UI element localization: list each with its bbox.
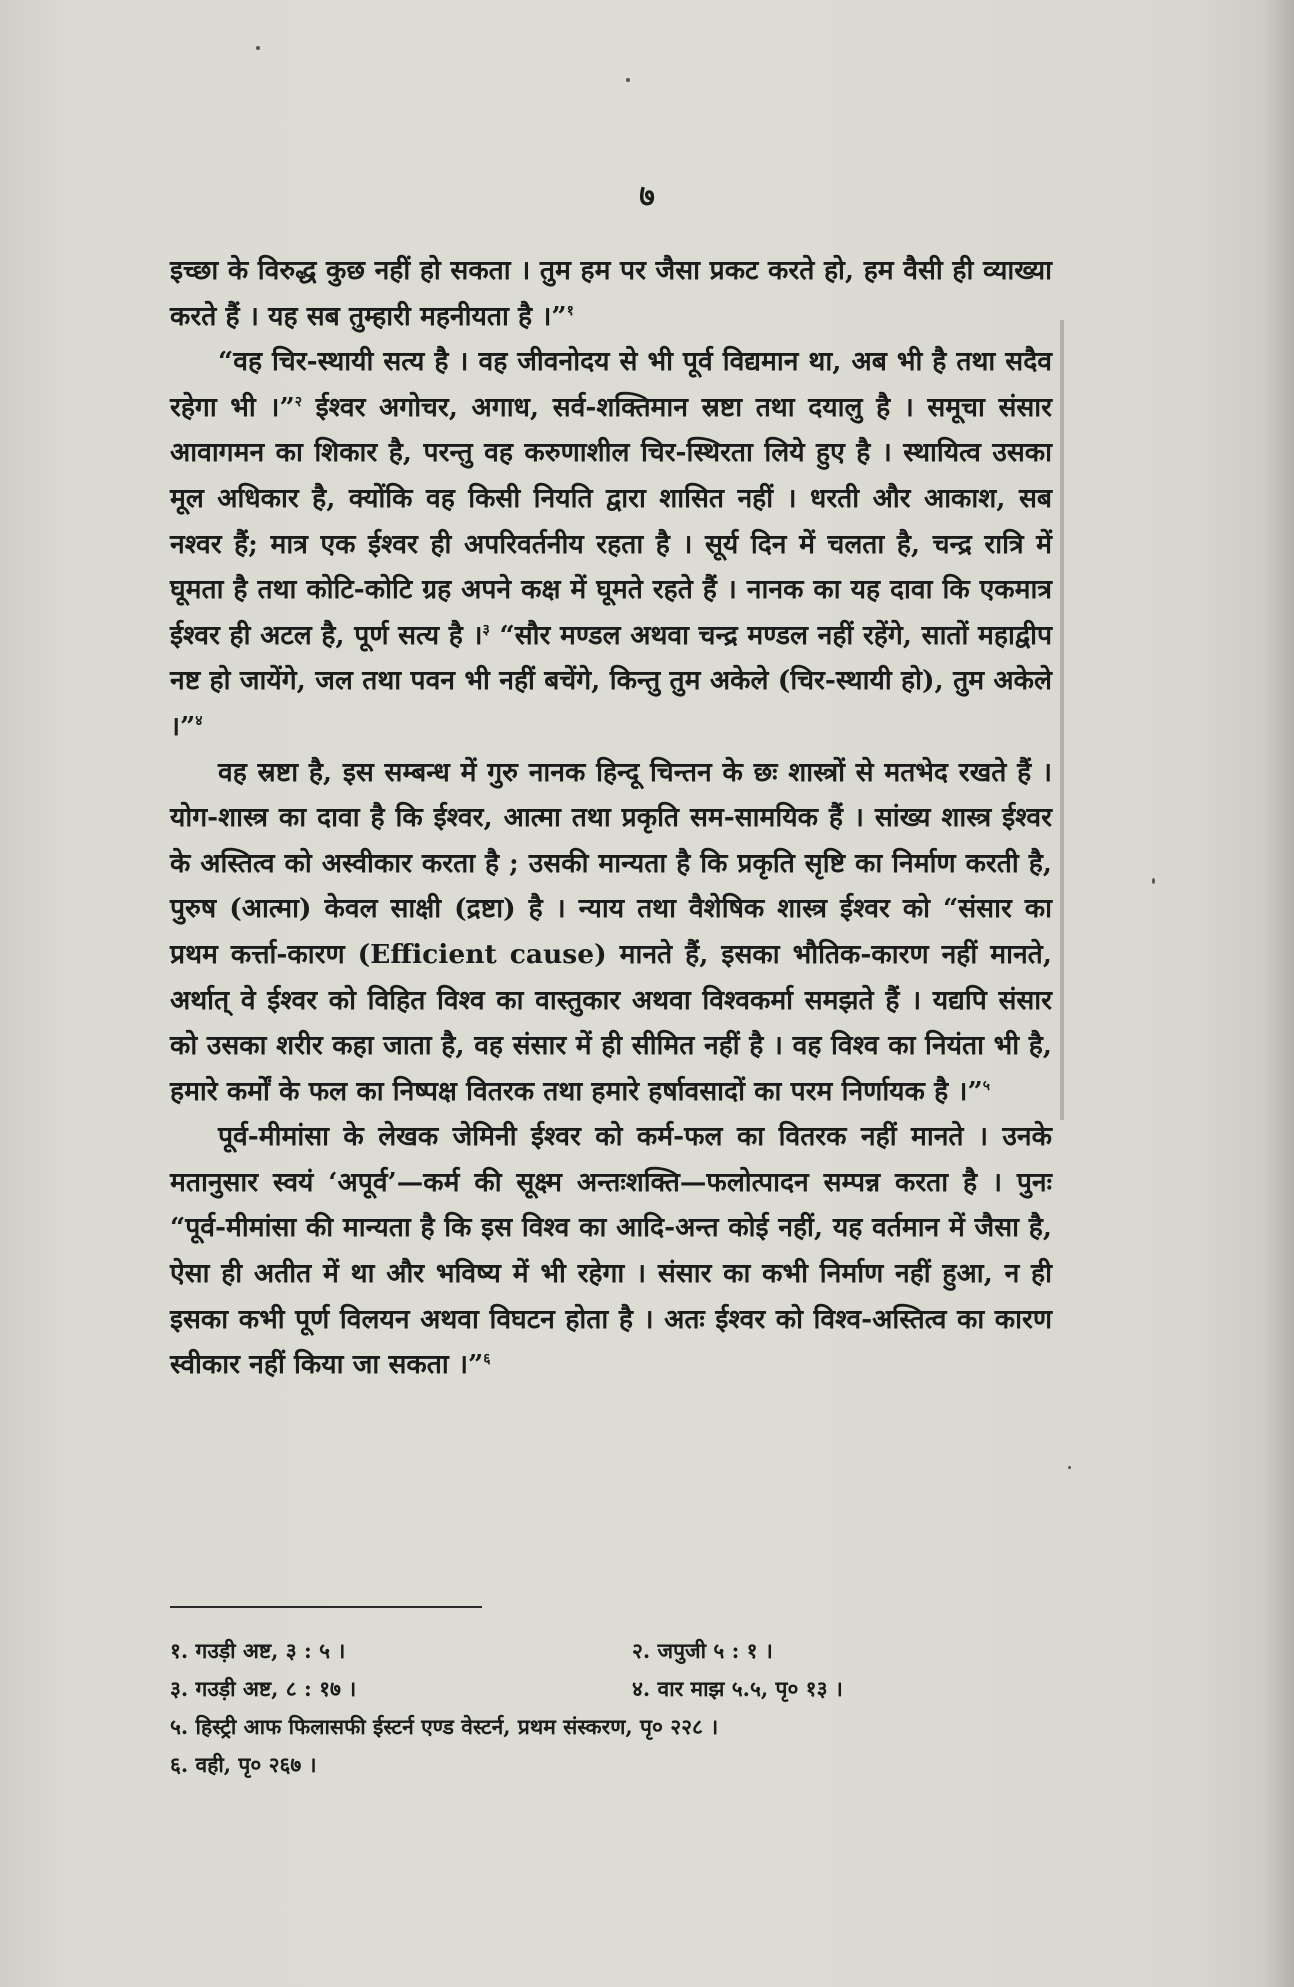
footnote-row	[170, 1746, 1070, 1784]
footnote-ref: ३	[482, 621, 490, 638]
paragraph-text: इच्छा के विरुद्ध कुछ नहीं हो सकता । तुम हम पर जैसा प्रकट करते हो, हम वैसी ही व्याख्या करते हैं । यह सब तुम्हारी महनीयता है ।”	[170, 255, 1052, 332]
paragraph-2	[170, 339, 1052, 749]
paragraph-3	[170, 750, 1052, 1115]
footnote-ref: ५	[982, 1077, 990, 1094]
footnote-2: २. जपुजी ५ : १ ।	[632, 1638, 773, 1663]
footnote-row	[170, 1632, 1070, 1670]
show-through-mark	[1060, 320, 1064, 1120]
footnote-3: ३. गउड़ी अष्ट, ८ : १७ ।	[170, 1676, 357, 1701]
footnote-row	[170, 1708, 1070, 1746]
paragraph-1	[170, 248, 1052, 339]
page-number: ७	[639, 179, 655, 214]
footnote-ref: ४	[195, 713, 203, 730]
paragraph-text: ईश्वर अगोचर, अगाध, सर्व-शक्तिमान स्रष्टा तथा दयालु है । समूचा संसार आवागमन का शिकार है, परन्तु वह करुणाशील चिर-स्थिरता लिये हुए है । स्थायित्व उसका मूल अधिकार है, क्योंकि वह किसी नियति द्वारा शासित नहीं । धरती और आकाश, सब नश्वर हैं; मात्र एक ईश्वर ही अपरिवर्तनीय रहता है । सूर्य दिन में चलता है, चन्द्र रात्रि में घूमता है तथा कोटि-कोटि ग्रह अपने कक्ष में घूमते रहते हैं । नानक का यह दावा कि एकमात्र ईश्वर ही अटल है, पूर्ण सत्य है ।	[170, 391, 1052, 651]
footnote-ref: १	[566, 302, 574, 319]
paragraph-text: “सौर मण्डल अथवा चन्द्र मण्डल नहीं रहेंगे, सातों महाद्वीप नष्ट हो जायेंगे, जल तथा पवन भी नहीं बचेंगे, किन्तु तुम अकेले (चिर-स्थायी हो), तुम अकेले ।”	[170, 619, 1052, 742]
paragraph-4	[170, 1114, 1052, 1388]
page-edge-shadow	[1264, 0, 1294, 1987]
footnote-ref: ६	[483, 1351, 491, 1368]
footnote-row	[170, 1670, 1070, 1708]
footnote-ref: २	[294, 393, 302, 410]
paragraph-text: “वह चिर-स्थायी सत्य है । वह जीवनोदय से भी पूर्व विद्यमान था, अब भी है तथा सदैव रहेगा भी ।”	[170, 346, 1052, 423]
footnote-rule	[170, 1606, 482, 1608]
footnote-4: ४. वार माझ ५.५, पृ० १३ ।	[632, 1676, 843, 1701]
footnote-6: ६. वही, पृ० २६७ ।	[170, 1752, 317, 1777]
footnotes	[170, 1632, 1070, 1784]
paper-speck	[626, 78, 630, 82]
paper-speck	[256, 46, 260, 50]
paper-speck	[1152, 878, 1155, 884]
paragraph-text: पूर्व-मीमांसा के लेखक जेमिनी ईश्वर को कर्म-फल का वितरक नहीं मानते । उनके मतानुसार स्वयं ‘अपूर्व’—कर्म की सूक्ष्म अन्तःशक्ति—फलोत्पादन सम्पन्न करता है । पुनः “पूर्व-मीमांसा की मान्यता है कि इस विश्व का आदि-अन्त कोई नहीं, यह वर्तमान में जैसा है, ऐसा ही अतीत में था और भविष्य में भी रहेगा । संसार का कभी निर्माण नहीं हुआ, न ही इसका कभी पूर्ण विलयन अथवा विघटन होता है । अतः ईश्वर को विश्व-अस्तित्व का कारण स्वीकार नहीं किया जा सकता ।”	[170, 1121, 1052, 1381]
footnote-5: ५. हिस्ट्री आफ फिलासफी ईस्टर्न एण्ड वेस्टर्न, प्रथम संस्करण, पृ० २२८ ।	[170, 1714, 719, 1739]
paragraph-text: वह स्रष्टा है, इस सम्बन्ध में गुरु नानक हिन्दू चिन्तन के छः शास्त्रों से मतभेद रखते हैं । योग-शास्त्र का दावा है कि ईश्वर, आत्मा तथा प्रकृति सम-सामयिक हैं । सांख्य शास्त्र ईश्वर के अस्तित्व को अस्वीकार करता है ; उसकी मान्यता है कि प्रकृति सृष्टि का निर्माण करती है, पुरुष (आत्मा) केवल साक्षी (द्रष्टा) है । न्याय तथा वैशेषिक शास्त्र ईश्वर को “संसार का प्रथम कर्त्ता-कारण (Efficient cause) मानते हैं, इसका भौतिक-कारण नहीं मानते, अर्थात् वे ईश्वर को विहित विश्व का वास्तुकार अथवा विश्वकर्मा समझते हैं । यद्यपि संसार को उसका शरीर कहा जाता है, वह संसार में ही सीमित नहीं है । वह विश्व का नियंता भी है, हमारे कर्मों के फल का निष्पक्ष वितरक तथा हमारे हर्षावसादों का परम निर्णायक है ।”	[170, 756, 1052, 1107]
footnote-1: १. गउड़ी अष्ट, ३ : ५ ।	[170, 1638, 346, 1663]
paper-speck	[1068, 1466, 1071, 1469]
body-text	[170, 248, 1052, 1388]
